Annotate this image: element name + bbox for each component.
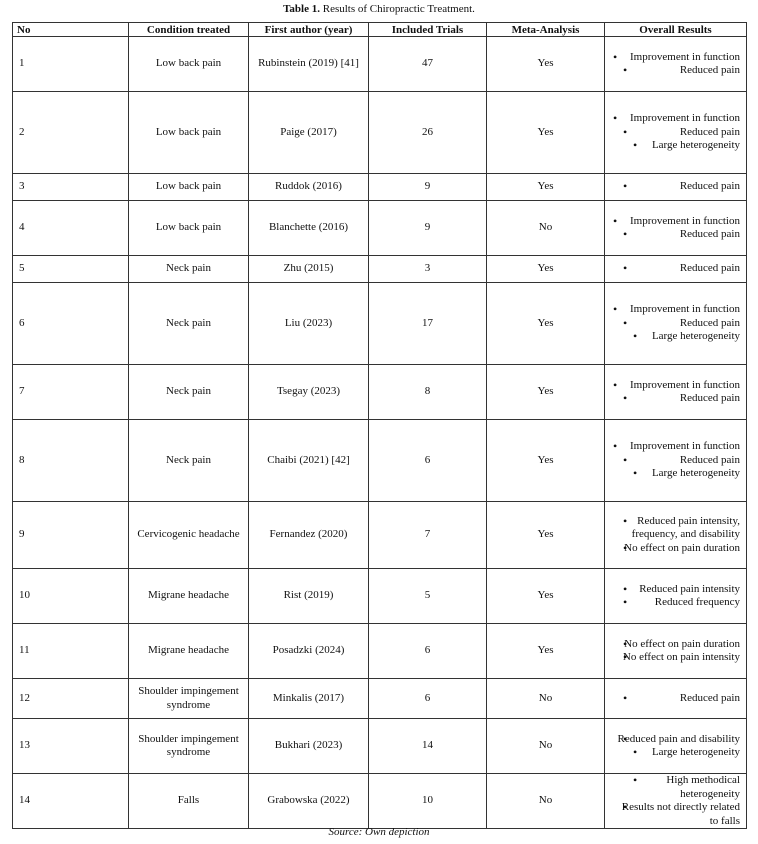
author-cell: Grabowska (2022): [249, 774, 369, 829]
author-cell: Fernandez (2020): [249, 502, 369, 569]
row-no: 8: [13, 420, 129, 502]
condition-cell: Low back pain: [129, 201, 249, 256]
caption-text: Results of Chiropractic Treatment.: [322, 3, 475, 15]
author-cell: Ruddok (2016): [249, 174, 369, 201]
results-table: [12, 22, 747, 829]
result-text: Results not directly related to falls: [621, 801, 740, 827]
overall-results-cell: [605, 624, 747, 679]
source-note: Source: Own depiction: [328, 826, 430, 838]
condition-cell: Shoulder impingement syndrome: [129, 719, 249, 774]
author-cell: Posadzki (2024): [249, 624, 369, 679]
condition-cell: Cervicogenic headache: [129, 502, 249, 569]
result-text: Improvement in function: [630, 440, 740, 453]
header-trials: Included Trials: [369, 23, 487, 37]
condition-cell: Migrane headache: [129, 624, 249, 679]
row-no: 5: [13, 256, 129, 283]
overall-results-cell: [605, 92, 747, 174]
result-text: Reduced pain: [679, 262, 740, 275]
overall-results-cell: [605, 201, 747, 256]
meta-analysis-cell: Yes: [487, 624, 605, 679]
overall-results-cell: [605, 679, 747, 719]
overall-results-cell: [605, 37, 747, 92]
trials-cell: 5: [369, 569, 487, 624]
meta-analysis-cell: No: [487, 679, 605, 719]
table-row: [13, 719, 747, 774]
condition-cell: Low back pain: [129, 174, 249, 201]
overall-results-cell: [605, 774, 747, 829]
trials-cell: 6: [369, 420, 487, 502]
table-row: [13, 201, 747, 256]
trials-cell: 6: [369, 679, 487, 719]
result-bullet: [611, 330, 740, 344]
result-text: Reduced pain: [679, 691, 740, 704]
result-text: Improvement in function: [630, 378, 740, 391]
row-no: 9: [13, 502, 129, 569]
overall-results-cell: [605, 283, 747, 365]
result-text: Reduced pain: [679, 64, 740, 76]
table-row: [13, 256, 747, 283]
author-cell: Rist (2019): [249, 569, 369, 624]
row-no: 13: [13, 719, 129, 774]
meta-analysis-cell: Yes: [487, 92, 605, 174]
overall-results-cell: [605, 719, 747, 774]
condition-cell: Migrane headache: [129, 569, 249, 624]
header-row: [13, 23, 747, 37]
result-text: Reduced frequency: [654, 596, 740, 608]
author-cell: Tsegay (2023): [249, 365, 369, 420]
result-text: Improvement in function: [630, 112, 740, 125]
condition-cell: Low back pain: [129, 37, 249, 92]
result-text: Reduced pain: [679, 316, 740, 329]
overall-results-cell: [605, 420, 747, 502]
result-bullet: [611, 303, 740, 317]
trials-cell: 10: [369, 774, 487, 829]
meta-analysis-cell: Yes: [487, 256, 605, 283]
overall-results-cell: [605, 502, 747, 569]
result-bullet: [611, 467, 740, 481]
result-bullet: [611, 651, 740, 665]
table-row: [13, 502, 747, 569]
table-row: [13, 174, 747, 201]
author-cell: Zhu (2015): [249, 256, 369, 283]
overall-results-cell: [605, 256, 747, 283]
meta-analysis-cell: Yes: [487, 37, 605, 92]
condition-cell: Neck pain: [129, 283, 249, 365]
trials-cell: 9: [369, 201, 487, 256]
result-text: Large heterogeneity: [651, 467, 740, 480]
result-text: Reduced pain intensity, frequency, and disability: [631, 514, 740, 541]
row-no: 2: [13, 92, 129, 174]
condition-cell: Shoulder impingement syndrome: [129, 679, 249, 719]
result-bullet: [611, 692, 740, 706]
table-row: [13, 624, 747, 679]
condition-cell: Falls: [129, 774, 249, 829]
result-text: Reduced pain: [679, 180, 740, 193]
meta-analysis-cell: No: [487, 201, 605, 256]
row-no: 3: [13, 174, 129, 201]
result-bullet: [611, 774, 740, 801]
row-no: 12: [13, 679, 129, 719]
condition-cell: Low back pain: [129, 92, 249, 174]
trials-cell: 3: [369, 256, 487, 283]
row-no: 6: [13, 283, 129, 365]
result-text: No effect on pain duration: [624, 541, 740, 554]
trials-cell: 9: [369, 174, 487, 201]
trials-cell: 8: [369, 365, 487, 420]
trials-cell: 17: [369, 283, 487, 365]
meta-analysis-cell: Yes: [487, 174, 605, 201]
result-bullet: [611, 51, 740, 65]
result-bullet: [611, 228, 740, 242]
author-cell: Chaibi (2021) [42]: [249, 420, 369, 502]
result-text: Reduced pain: [679, 392, 740, 404]
result-bullet: [611, 379, 740, 393]
result-bullet: [611, 746, 740, 760]
result-text: No effect on pain intensity: [622, 651, 740, 663]
row-no: 4: [13, 201, 129, 256]
trials-cell: 14: [369, 719, 487, 774]
trials-cell: 7: [369, 502, 487, 569]
meta-analysis-cell: Yes: [487, 502, 605, 569]
result-bullet: [611, 596, 740, 610]
author-cell: Bukhari (2023): [249, 719, 369, 774]
table-row: [13, 92, 747, 174]
result-bullet: [611, 64, 740, 78]
result-text: Reduced pain: [679, 453, 740, 466]
result-bullet: [611, 392, 740, 406]
result-text: Improvement in function: [630, 50, 740, 63]
result-bullet: [611, 801, 740, 828]
meta-analysis-cell: Yes: [487, 420, 605, 502]
result-bullet: [611, 112, 740, 126]
header-condition: Condition treated: [129, 23, 249, 37]
result-text: Large heterogeneity: [651, 139, 740, 152]
caption-label: Table 1.: [283, 3, 320, 15]
trials-cell: 47: [369, 37, 487, 92]
overall-results-cell: [605, 174, 747, 201]
trials-cell: 6: [369, 624, 487, 679]
header-author: First author (year): [249, 23, 369, 37]
meta-analysis-cell: Yes: [487, 283, 605, 365]
header-no: No: [13, 23, 129, 37]
result-text: High methodical heterogeneity: [666, 774, 740, 800]
result-bullet: [611, 638, 740, 652]
result-bullet: [611, 215, 740, 229]
result-bullet: [611, 440, 740, 454]
header-results: Overall Results: [605, 23, 747, 37]
result-text: Large heterogeneity: [651, 330, 740, 343]
result-text: Large heterogeneity: [651, 746, 740, 758]
author-cell: Paige (2017): [249, 92, 369, 174]
result-text: Reduced pain: [679, 228, 740, 240]
row-no: 14: [13, 774, 129, 829]
row-no: 1: [13, 37, 129, 92]
result-bullet: [611, 542, 740, 556]
meta-analysis-cell: No: [487, 719, 605, 774]
author-cell: Minkalis (2017): [249, 679, 369, 719]
result-text: Improvement in function: [630, 214, 740, 227]
table-row: [13, 283, 747, 365]
condition-cell: Neck pain: [129, 256, 249, 283]
table-caption: [0, 2, 758, 16]
result-bullet: [611, 262, 740, 276]
result-bullet: [611, 733, 740, 747]
condition-cell: Neck pain: [129, 420, 249, 502]
overall-results-cell: [605, 569, 747, 624]
result-text: No effect on pain duration: [624, 637, 740, 650]
overall-results-cell: [605, 365, 747, 420]
result-text: Reduced pain and disability: [617, 732, 740, 745]
table-row: [13, 774, 747, 829]
result-text: Reduced pain intensity: [639, 582, 740, 595]
result-bullet: [611, 515, 740, 542]
trials-cell: 26: [369, 92, 487, 174]
table-row: [13, 37, 747, 92]
result-text: Improvement in function: [630, 303, 740, 316]
header-meta: Meta-Analysis: [487, 23, 605, 37]
meta-analysis-cell: Yes: [487, 569, 605, 624]
result-bullet: [611, 583, 740, 597]
author-cell: Liu (2023): [249, 283, 369, 365]
result-text: Reduced pain: [679, 125, 740, 138]
meta-analysis-cell: Yes: [487, 365, 605, 420]
result-bullet: [611, 180, 740, 194]
result-bullet: [611, 454, 740, 468]
table-row: [13, 365, 747, 420]
result-bullet: [611, 126, 740, 140]
table-row: [13, 679, 747, 719]
row-no: 7: [13, 365, 129, 420]
table-row: [13, 569, 747, 624]
result-bullet: [611, 139, 740, 153]
condition-cell: Neck pain: [129, 365, 249, 420]
table-row: [13, 420, 747, 502]
row-no: 10: [13, 569, 129, 624]
row-no: 11: [13, 624, 129, 679]
author-cell: Blanchette (2016): [249, 201, 369, 256]
author-cell: Rubinstein (2019) [41]: [249, 37, 369, 92]
meta-analysis-cell: No: [487, 774, 605, 829]
result-bullet: [611, 317, 740, 331]
